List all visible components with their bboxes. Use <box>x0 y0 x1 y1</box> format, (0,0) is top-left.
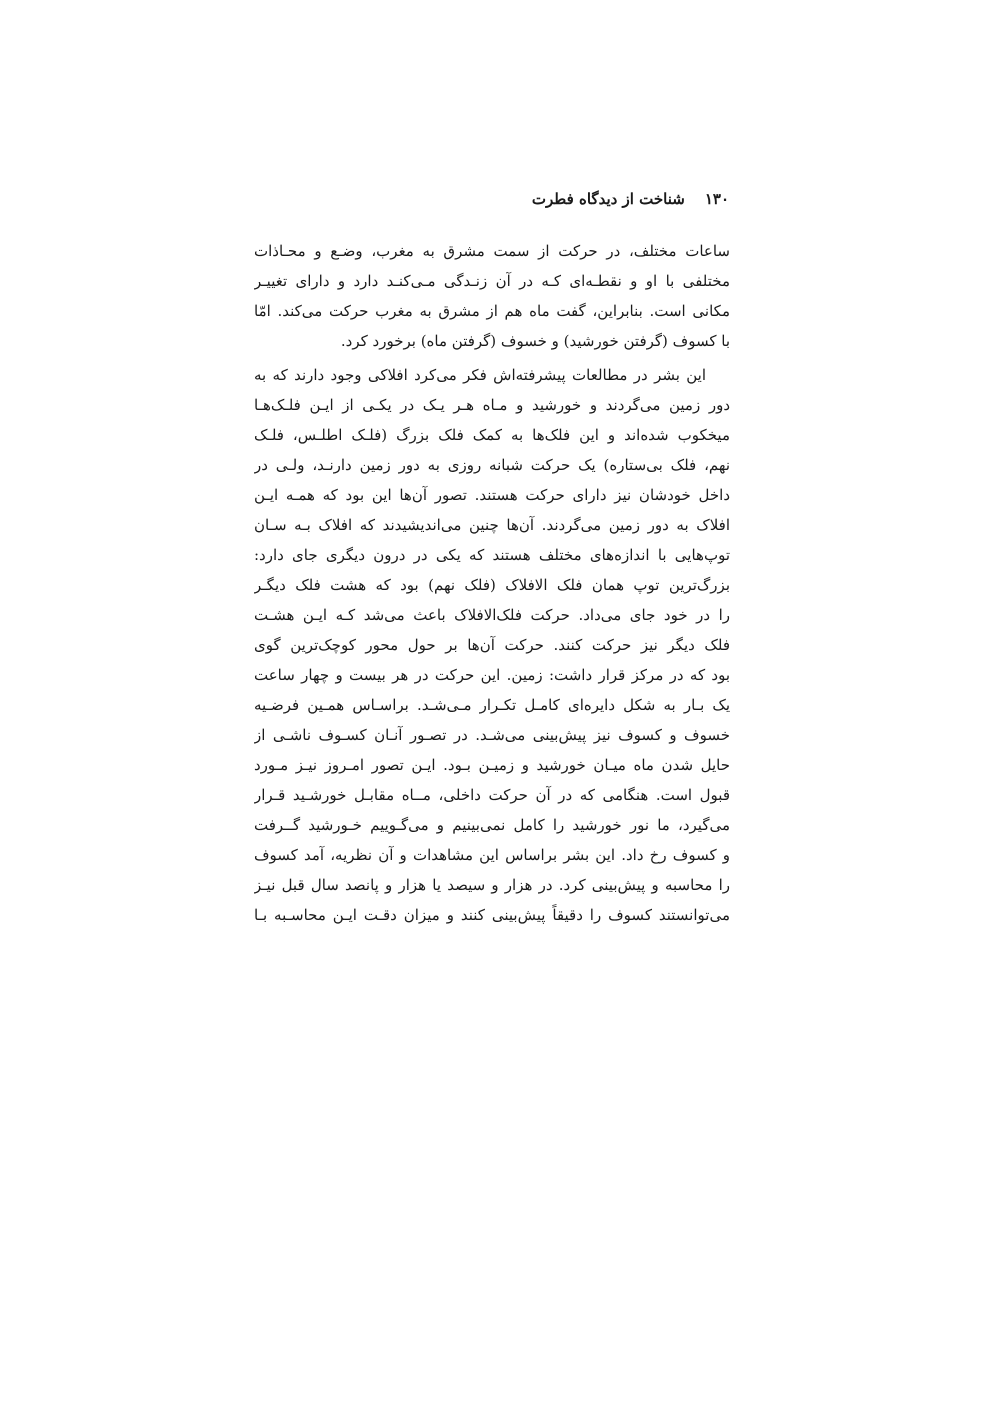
text-line: حایل شدن ماه میـان خورشید و زمیـن بـود. ایـن تصور امـروز نیـز مـورد <box>254 756 730 774</box>
text-line: می‌گیرد، ما نور خورشید را کامل نمی‌بینیم و می‌گـوییم خـورشید گــرفت <box>254 816 730 834</box>
text-line: مختلفی با او و نقطـه‌ای کـه در آن زنـدگی مـی‌کنـد دارد و دارای تغییـر <box>254 272 730 290</box>
text-line: قبول است. هنگامی که در آن حرکت داخلی، مــاه مقابـل خورشـید قـرار <box>254 786 730 804</box>
text-line: افلاک به دور زمین می‌گردند. آن‌ها چنین می‌اندیشیدند که افلاک بـه سـان <box>254 516 730 534</box>
text-line: می‌توانستند کسوف را دقیقاً پیش‌بینی کنند و میزان دقـت ایـن محاسـبه بـا <box>254 906 730 924</box>
running-header <box>532 190 729 208</box>
body-text <box>254 236 730 930</box>
text-line: نهم، فلک بی‌ستاره) یک حرکت شبانه روزی به دور زمین دارنـد، ولـی در <box>254 456 730 474</box>
text-line: دور زمین می‌گردند و خورشید و مـاه هـر یـک در یکـی از ایـن فلـک‌هـا <box>254 396 730 414</box>
text-line: فلک دیگر نیز حرکت کنند. حرکت آن‌ها بر حول محور کوچک‌ترین گوی <box>254 636 730 654</box>
text-line: میخکوب شده‌اند و این فلک‌ها به کمک فلک بزرگ (فلـک اطلـس، فلـک <box>254 426 730 444</box>
text-line: با کسوف (گرفتن خورشید) و خسوف (گرفتن ماه) برخورد کرد. <box>340 332 730 350</box>
page-number: ۱۳۰ <box>704 190 729 208</box>
text-line: ساعات مختلف، در حرکت از سمت مشرق به مغرب، وضـع و محـاذات <box>254 242 730 260</box>
text-line: بزرگ‌ترین توپ همان فلک الافلاک (فلک نهم) بود که هشت فلک دیگـر <box>254 576 730 594</box>
text-line: مکانی است. بنابراین، گفت ماه هم از مشرق به مغرب حرکت می‌کند. امّا <box>254 302 730 320</box>
text-line: را در خود جای می‌داد. حرکت فلک‌الافلاک باعث می‌شد کـه ایـن هشـت <box>254 606 730 624</box>
text-line: را محاسبه و پیش‌بینی کرد. در هزار و سیصد یا هزار و پانصد سال قبل نیـز <box>254 876 730 894</box>
running-title: شناخت از دیدگاه فطرت <box>531 190 685 208</box>
text-line: بود که در مرکز قرار داشت: زمین. این حرکت در هر بیست و چهار ساعت <box>254 666 730 684</box>
text-line: توپ‌هایی با اندازه‌های مختلف هستند که یکی در درون دیگری جای دارد: <box>254 546 730 564</box>
text-line: خسوف و کسوف نیز پیش‌بینی می‌شـد. در تصـور آنـان کسـوف ناشـی از <box>254 726 730 744</box>
text-line: این بشر در مطالعات پیشرفته‌اش فکر می‌کرد افلاکی وجود دارند که به <box>254 366 706 384</box>
text-line: و کسوف رخ داد. این بشر براساس این مشاهدات و آن نظریه، آمد کسوف <box>254 846 730 864</box>
text-line: یک بـار به شکل دایره‌ای کامـل تکـرار مـی‌شـد. براسـاس همـین فرضـیه <box>254 696 730 714</box>
text-line: داخل خودشان نیز دارای حرکت هستند. تصور آن‌ها این بود که همـه ایـن <box>254 486 730 504</box>
